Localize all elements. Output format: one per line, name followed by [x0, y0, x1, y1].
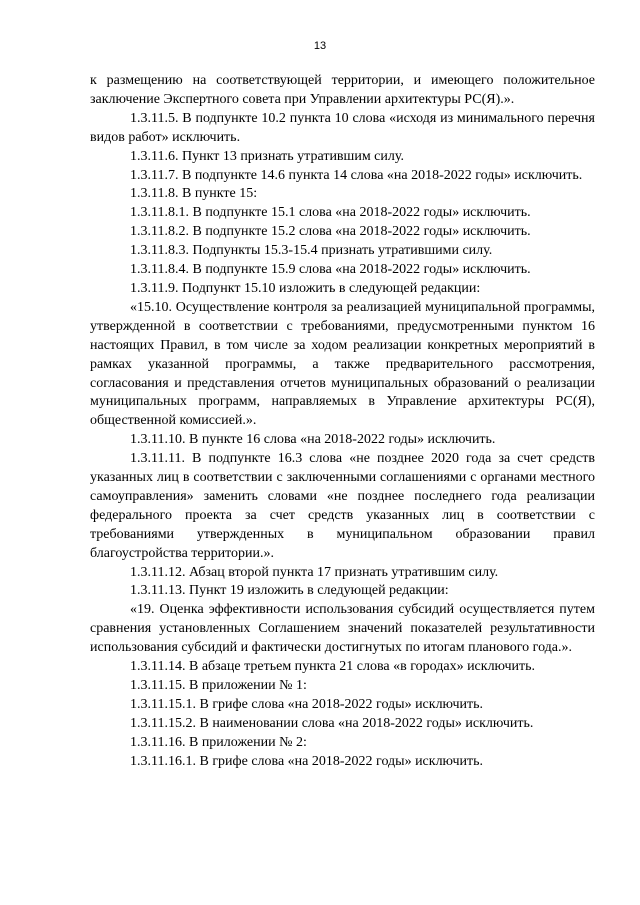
paragraph: 1.3.11.8.1. В подпункте 15.1 слова «на 2018-2022 годы» исключить.: [130, 205, 531, 221]
paragraph: 1.3.11.15. В приложении № 1:: [130, 678, 307, 693]
document-body: [90, 72, 595, 772]
paragraph: 1.3.11.6. Пункт 13 признать утратившим силу.: [130, 148, 404, 164]
quoted-paragraph: «15.10. Осуществление контроля за реализацией муниципальной программы, утвержденной в соответствии с требованиями, предусмотренными пунктом 16 настоящих Правил, в том числе за ходом реализации конкретных мероприятий в рамках указанной программы, а также предварительного рассмотрения, согласования и представления отчетов муниципальных образований о реализации муниципальных программ, направляемых в Управление архитектуры РС(Я), общественной комиссией.».: [90, 299, 595, 429]
paragraph: 1.3.11.7. В подпункте 14.6 пункта 14 слова «на 2018-2022 годы» исключить.: [130, 167, 583, 183]
paragraph: 1.3.11.15.1. В грифе слова «на 2018-2022 годы» исключить.: [130, 696, 484, 712]
paragraph: 1.3.11.16. В приложении № 2:: [130, 734, 307, 750]
paragraph: к размещению на соответствующей территории, и имеющего положительное заключение Экспертного совета при Управлении архитектуры РС(Я).».: [90, 73, 595, 107]
paragraph: 1.3.11.16.1. В грифе слова «на 2018-2022 годы» исключить.: [130, 753, 484, 769]
paragraph: 1.3.11.13. Пункт 19 изложить в следующей редакции:: [130, 583, 449, 599]
paragraph: 1.3.11.8.4. В подпункте 15.9 слова «на 2018-2022 годы» исключить.: [130, 262, 531, 278]
paragraph: 1.3.11.8.3. Подпункты 15.3-15.4 признать утратившими силу.: [130, 243, 493, 259]
paragraph: 1.3.11.15.2. В наименовании слова «на 2018-2022 годы» исключить.: [130, 715, 534, 731]
paragraph: 1.3.11.8. В пункте 15:: [130, 186, 258, 202]
paragraph: 1.3.11.14. В абзаце третьем пункта 21 слова «в городах» исключить.: [130, 659, 536, 675]
paragraph: 1.3.11.12. Абзац второй пункта 17 признать утратившим силу.: [130, 564, 499, 580]
paragraph: 1.3.11.8.2. В подпункте 15.2 слова «на 2018-2022 годы» исключить.: [130, 224, 531, 240]
paragraph: 1.3.11.11. В подпункте 16.3 слова «не позднее 2020 года за счет средств указанных лиц в соответствии с заключенными соглашениями с органами местного самоуправления» заменить словами «не позднее последнего года реализации федерального проекта за счет средств указанных лиц в соответствии с требованиями утвержденных в муниципальном образовании правил благоустройства территории.».: [90, 451, 595, 561]
paragraph: 1.3.11.10. В пункте 16 слова «на 2018-2022 годы» исключить.: [130, 432, 496, 448]
page-number: 13: [313, 40, 327, 52]
paragraph: 1.3.11.9. Подпункт 15.10 изложить в следующей редакции:: [130, 280, 481, 296]
paragraph: 1.3.11.5. В подпункте 10.2 пункта 10 слова «исходя из минимального перечня видов работ» исключить.: [90, 110, 595, 145]
quoted-paragraph: «19. Оценка эффективности использования субсидий осуществляется путем сравнения установленных Соглашением значений показателей результативности использования субсидий и фактически достигнутых по итогам планового года.».: [90, 602, 595, 656]
